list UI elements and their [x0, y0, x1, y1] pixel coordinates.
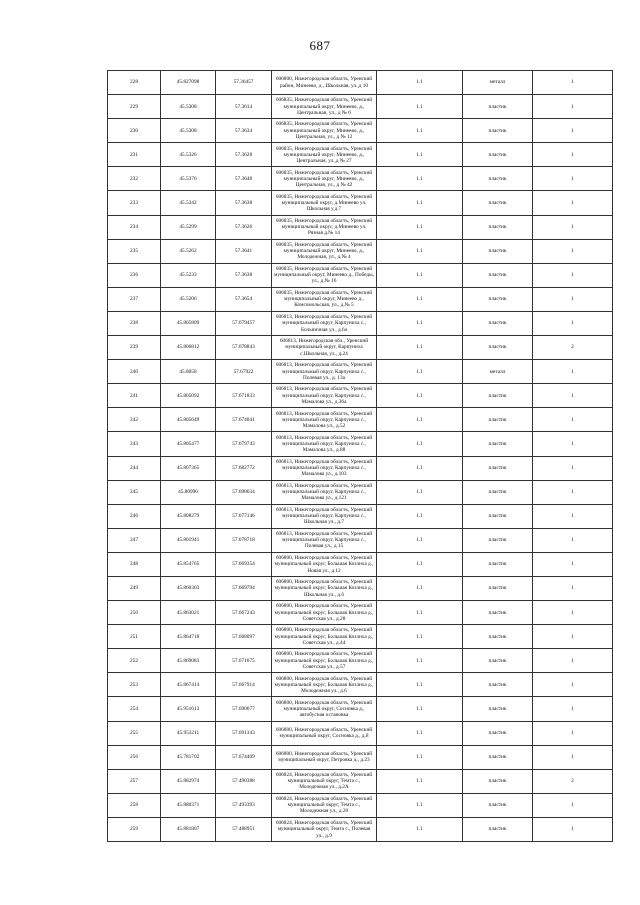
latitude-cell: 45.805649 — [161, 408, 216, 432]
material-cell: пластик — [463, 552, 533, 576]
latitude-cell: 45.808279 — [161, 504, 216, 528]
latitude-cell: 45.869083 — [161, 649, 216, 673]
material-cell: пластик — [463, 191, 533, 215]
table-row — [108, 793, 613, 817]
area-cell: 1.1 — [377, 601, 463, 625]
table-row — [108, 625, 613, 649]
longitude-cell: 57.678843 — [216, 336, 272, 360]
container-count-cell: 2 — [533, 336, 613, 360]
latitude-cell: 45.806812 — [161, 336, 216, 360]
area-cell: 1.1 — [377, 95, 463, 119]
longitude-cell: 57.674041 — [216, 408, 272, 432]
row-number: 256 — [108, 745, 161, 769]
container-count-cell: 1 — [533, 432, 613, 456]
area-cell: 1.1 — [377, 793, 463, 817]
address-cell: 606824, Нижегородская область, Уренский муниципальный округ, Темта с., Молодежная ул., д.2А — [272, 769, 377, 793]
area-cell: 1.1 — [377, 311, 463, 335]
container-count-cell: 1 — [533, 191, 613, 215]
row-number: 230 — [108, 119, 161, 143]
address-cell: 606813, Нижегородская область, Уренский муниципальный округ, Карпуниха с., Полевая ул., д. 13а — [272, 360, 377, 384]
area-cell: 1.1 — [377, 71, 463, 95]
container-count-cell: 1 — [533, 480, 613, 504]
row-number: 228 — [108, 71, 161, 95]
table-body — [108, 71, 613, 842]
area-cell: 1.1 — [377, 432, 463, 456]
address-cell: 606813, Нижегородская область, Уренский муниципальный округ, Карпуниха с., Мамалова ул., д.88 — [272, 432, 377, 456]
row-number: 246 — [108, 504, 161, 528]
address-cell: 606800, Нижегородская область, Уренский муниципальный округ, Большая Козлиха д., Школьная ул., д.6 — [272, 576, 377, 600]
latitude-cell: 45.953211 — [161, 721, 216, 745]
address-cell: 606835, Нижегородская область, Уренский муниципальный округ, Минеево д., Комсомольская, ул., д.№ 5 — [272, 287, 377, 311]
material-cell: пластик — [463, 504, 533, 528]
area-cell: 1.1 — [377, 167, 463, 191]
row-number: 258 — [108, 793, 161, 817]
longitude-cell: 57.493393 — [216, 793, 272, 817]
table-row — [108, 360, 613, 384]
row-number: 229 — [108, 95, 161, 119]
table-row — [108, 336, 613, 360]
address-cell: 606824, Нижегородская область, Уренский муниципальный округ, Темта с., Молодежная ул., д.20 — [272, 793, 377, 817]
material-cell: пластик — [463, 649, 533, 673]
area-cell: 1.1 — [377, 360, 463, 384]
latitude-cell: 45.827098 — [161, 71, 216, 95]
material-cell: пластик — [463, 793, 533, 817]
container-count-cell: 1 — [533, 384, 613, 408]
container-count-cell: 1 — [533, 215, 613, 239]
longitude-cell: 57.3626 — [216, 215, 272, 239]
latitude-cell: 45.5262 — [161, 239, 216, 263]
area-cell: 1.1 — [377, 408, 463, 432]
row-number: 237 — [108, 287, 161, 311]
area-cell: 1.1 — [377, 721, 463, 745]
address-cell: 606835, Нижегородская область, Уренский муниципальный округ, Минеево, д., Центральная, ул., д № 6 — [272, 95, 377, 119]
container-count-cell: 1 — [533, 576, 613, 600]
longitude-cell: 57.667914 — [216, 673, 272, 697]
area-cell: 1.1 — [377, 384, 463, 408]
address-cell: 606813, Нижегородская область, Уренский муниципальный округ, Карпуниха с., Мамалова ул., д.103 — [272, 456, 377, 480]
container-count-cell: 1 — [533, 287, 613, 311]
address-cell: 606813, Нижегородская область, Уренский муниципальный округ, Карпуниха с., Школьная ул., д.7 — [272, 504, 377, 528]
area-cell: 1.1 — [377, 287, 463, 311]
area-cell: 1.1 — [377, 191, 463, 215]
longitude-cell: 57.488951 — [216, 817, 272, 841]
latitude-cell: 45.805809 — [161, 311, 216, 335]
container-count-cell: 1 — [533, 143, 613, 167]
row-number: 253 — [108, 673, 161, 697]
area-cell: 1.1 — [377, 817, 463, 841]
material-cell: пластик — [463, 697, 533, 721]
material-cell: пластик — [463, 432, 533, 456]
latitude-cell: 45.5308 — [161, 119, 216, 143]
area-cell: 1.1 — [377, 625, 463, 649]
table-row — [108, 432, 613, 456]
longitude-cell: 57.698634 — [216, 480, 272, 504]
area-cell: 1.1 — [377, 480, 463, 504]
row-number: 239 — [108, 336, 161, 360]
address-cell: 606813, Нижегородская область, Уренский муниципальный округ, Карпуниха с., Больничная ул., д.6а — [272, 311, 377, 335]
material-cell: пластик — [463, 528, 533, 552]
address-cell: 606835, Нижегородская область, Уренский муниципальный округ, д.Минеево ул. Школьная у.д.7 — [272, 191, 377, 215]
container-count-cell: 1 — [533, 504, 613, 528]
latitude-cell: 45.5233 — [161, 263, 216, 287]
address-cell: 606800, Нижегородская область, Уренский муниципальный округ, Сосновка д., д.8 — [272, 721, 377, 745]
area-cell: 1.1 — [377, 745, 463, 769]
latitude-cell: 45.882974 — [161, 769, 216, 793]
row-number: 233 — [108, 191, 161, 215]
row-number: 240 — [108, 360, 161, 384]
address-cell: 606800, Нижегородская область, Уренский муниципальный округ, Большая Козлиха д., Новая ул., д.12 — [272, 552, 377, 576]
area-cell: 1.1 — [377, 456, 463, 480]
material-cell: пластик — [463, 721, 533, 745]
table-row — [108, 817, 613, 841]
row-number: 257 — [108, 769, 161, 793]
material-cell: пластик — [463, 601, 533, 625]
row-number: 245 — [108, 480, 161, 504]
longitude-cell: 57.490388 — [216, 769, 272, 793]
longitude-cell: 57.682772 — [216, 456, 272, 480]
material-cell: пластик — [463, 673, 533, 697]
address-cell: 606835, Нижегородская область, Уренский муниципальный округ, Минеево д., Победы, ул., д.№ 16 — [272, 263, 377, 287]
longitude-cell: 57.691343 — [216, 721, 272, 745]
row-number: 251 — [108, 625, 161, 649]
address-cell: 606800, Нижегородская область, Уренский муниципальный округ, Петровка д., д.23 — [272, 745, 377, 769]
area-cell: 1.1 — [377, 119, 463, 143]
container-count-cell: 1 — [533, 697, 613, 721]
row-number: 255 — [108, 721, 161, 745]
longitude-cell: 57.668097 — [216, 625, 272, 649]
table-row — [108, 456, 613, 480]
table-row — [108, 311, 613, 335]
container-count-cell: 1 — [533, 528, 613, 552]
container-count-cell: 1 — [533, 601, 613, 625]
area-cell: 1.1 — [377, 552, 463, 576]
container-count-cell: 1 — [533, 360, 613, 384]
container-count-cell: 1 — [533, 263, 613, 287]
area-cell: 1.1 — [377, 143, 463, 167]
material-cell: пластик — [463, 143, 533, 167]
latitude-cell: 45.80996 — [161, 480, 216, 504]
area-cell: 1.1 — [377, 336, 463, 360]
area-cell: 1.1 — [377, 649, 463, 673]
container-count-cell: 1 — [533, 239, 613, 263]
area-cell: 1.1 — [377, 239, 463, 263]
container-count-cell: 1 — [533, 817, 613, 841]
latitude-cell: 45.5299 — [161, 215, 216, 239]
container-count-cell: 2 — [533, 769, 613, 793]
longitude-cell: 57.67922 — [216, 360, 272, 384]
latitude-cell: 45.880371 — [161, 793, 216, 817]
material-cell: пластик — [463, 625, 533, 649]
longitude-cell: 57.679743 — [216, 432, 272, 456]
table-row — [108, 143, 613, 167]
longitude-cell: 57.674409 — [216, 745, 272, 769]
material-cell: пластик — [463, 215, 533, 239]
container-count-cell: 1 — [533, 625, 613, 649]
material-cell: пластик — [463, 456, 533, 480]
material-cell: пластик — [463, 167, 533, 191]
container-count-cell: 1 — [533, 745, 613, 769]
table-row — [108, 71, 613, 95]
longitude-cell: 57.3648 — [216, 167, 272, 191]
latitude-cell: 45.5376 — [161, 167, 216, 191]
address-cell: 606813, Нижегородская область, Уренский муниципальный округ, Карпуниха с., Мамалова ул., д.36а — [272, 384, 377, 408]
container-count-cell: 1 — [533, 552, 613, 576]
row-number: 247 — [108, 528, 161, 552]
latitude-cell: 45.854765 — [161, 552, 216, 576]
table-row — [108, 528, 613, 552]
latitude-cell: 45.807365 — [161, 456, 216, 480]
table-row — [108, 263, 613, 287]
material-cell: пластик — [463, 311, 533, 335]
longitude-cell: 57.3634 — [216, 119, 272, 143]
row-number: 234 — [108, 215, 161, 239]
container-count-cell: 1 — [533, 408, 613, 432]
address-cell: 606835, Нижегородская область, Уренский муниципальный округ, Минеево, д., Центральная, ул., д № 42 — [272, 167, 377, 191]
container-count-cell: 1 — [533, 71, 613, 95]
longitude-cell: 57.671833 — [216, 384, 272, 408]
row-number: 244 — [108, 456, 161, 480]
row-number: 241 — [108, 384, 161, 408]
material-cell: пластик — [463, 769, 533, 793]
address-cell: 606835, Нижегородская область, Уренский муниципальный округ, д.Минеево ул. Рязная д.№ 14 — [272, 215, 377, 239]
longitude-cell: 57.678718 — [216, 528, 272, 552]
longitude-cell: 57.690677 — [216, 697, 272, 721]
table-row — [108, 167, 613, 191]
material-cell: пластик — [463, 119, 533, 143]
table-row — [108, 119, 613, 143]
longitude-cell: 57.667243 — [216, 601, 272, 625]
row-number: 249 — [108, 576, 161, 600]
longitude-cell: 57.3654 — [216, 287, 272, 311]
container-count-cell: 1 — [533, 721, 613, 745]
material-cell: пластик — [463, 480, 533, 504]
latitude-cell: 45.801941 — [161, 528, 216, 552]
row-number: 248 — [108, 552, 161, 576]
row-number: 254 — [108, 697, 161, 721]
latitude-cell: 45.5342 — [161, 191, 216, 215]
latitude-cell: 45.951613 — [161, 697, 216, 721]
row-number: 243 — [108, 432, 161, 456]
row-number: 250 — [108, 601, 161, 625]
material-cell: пластик — [463, 817, 533, 841]
table-row — [108, 745, 613, 769]
longitude-cell: 57.36457 — [216, 71, 272, 95]
material-cell: пластик — [463, 384, 533, 408]
table-row — [108, 95, 613, 119]
table-row — [108, 287, 613, 311]
latitude-cell: 45.864718 — [161, 625, 216, 649]
table-row — [108, 576, 613, 600]
container-count-cell: 1 — [533, 167, 613, 191]
row-number: 232 — [108, 167, 161, 191]
container-count-cell: 1 — [533, 456, 613, 480]
longitude-cell: 57.677146 — [216, 504, 272, 528]
longitude-cell: 57.671675 — [216, 649, 272, 673]
address-cell: 606813, Нижегородская область, Уренский муниципальный округ, Карпуниха с., Полевая ул., д.15 — [272, 528, 377, 552]
table-row — [108, 480, 613, 504]
address-cell: 606813, Нижегородская область, Уренский муниципальный округ, Карпуниха с., Мамалова ул., д.121 — [272, 480, 377, 504]
address-cell: 606800, Нижегородская область, Уренский муниципальный округ, Большая Козлиха д., Советская ул., д.28 — [272, 601, 377, 625]
table-row — [108, 552, 613, 576]
container-count-cell: 1 — [533, 649, 613, 673]
address-cell: 606824, Нижегородская область, Уренский муниципальный округ, Темта с., Полевая ул., д.9 — [272, 817, 377, 841]
container-count-cell: 1 — [533, 793, 613, 817]
table-row — [108, 649, 613, 673]
row-number: 235 — [108, 239, 161, 263]
container-count-cell: 1 — [533, 95, 613, 119]
material-cell: пластик — [463, 336, 533, 360]
latitude-cell: 45.881807 — [161, 817, 216, 841]
container-sites-table — [107, 70, 613, 842]
longitude-cell: 57.679457 — [216, 311, 272, 335]
latitude-cell: 45.5206 — [161, 287, 216, 311]
area-cell: 1.1 — [377, 504, 463, 528]
area-cell: 1.1 — [377, 528, 463, 552]
address-cell: 606800, Нижегородская область, Уренский муниципальный округ, Сосновка д., автобусная остановка — [272, 697, 377, 721]
row-number: 252 — [108, 649, 161, 673]
table-row — [108, 239, 613, 263]
page-number: 687 — [309, 38, 331, 53]
area-cell: 1.1 — [377, 673, 463, 697]
table-row — [108, 215, 613, 239]
container-count-cell: 1 — [533, 311, 613, 335]
longitude-cell: 57.3638 — [216, 263, 272, 287]
latitude-cell: 45.863021 — [161, 601, 216, 625]
area-cell: 1.1 — [377, 769, 463, 793]
longitude-cell: 57.3628 — [216, 143, 272, 167]
table-row — [108, 721, 613, 745]
latitude-cell: 45.805477 — [161, 432, 216, 456]
longitude-cell: 57.3638 — [216, 191, 272, 215]
material-cell: пластик — [463, 287, 533, 311]
address-cell: 606800, Нижегородская область, Уренский муниципальный округ, Большая Козлиха д., Советская ул., д.57 — [272, 649, 377, 673]
table-row — [108, 408, 613, 432]
address-cell: 606835, Нижегородская область, Уренский муниципальный округ, Минеево, д., Молодежная, ул., д.№ 4 — [272, 239, 377, 263]
material-cell: пластик — [463, 239, 533, 263]
table-row — [108, 191, 613, 215]
latitude-cell: 45.781702 — [161, 745, 216, 769]
material-cell: металл — [463, 360, 533, 384]
address-cell: 606835, Нижегородская область, Уренский муниципальный округ, Минеево, д., Центральная, ул.,д № 27 — [272, 143, 377, 167]
address-cell: 606813, Нижегородская область, Уренский муниципальный округ, Карпуниха с., Мамалова ул., д.52 — [272, 408, 377, 432]
longitude-cell: 57.3614 — [216, 95, 272, 119]
latitude-cell: 45.8058 — [161, 360, 216, 384]
table-row — [108, 504, 613, 528]
latitude-cell: 45.805092 — [161, 384, 216, 408]
address-cell: 606800, Нижегородская область, Уренский муниципальный округ, Большая Козлиха д., Молодежная ул., д.6 — [272, 673, 377, 697]
row-number: 238 — [108, 311, 161, 335]
container-count-cell: 1 — [533, 673, 613, 697]
area-cell: 1.1 — [377, 576, 463, 600]
area-cell: 1.1 — [377, 263, 463, 287]
table-row — [108, 384, 613, 408]
material-cell: пластик — [463, 95, 533, 119]
row-number: 242 — [108, 408, 161, 432]
row-number: 236 — [108, 263, 161, 287]
latitude-cell: 45.860303 — [161, 576, 216, 600]
latitude-cell: 45.867414 — [161, 673, 216, 697]
row-number: 231 — [108, 143, 161, 167]
longitude-cell: 57.3641 — [216, 239, 272, 263]
table-row — [108, 673, 613, 697]
table-row — [108, 601, 613, 625]
address-cell: 606800, Нижегородская область, Уренский район, Минеево, д., Школьная, ул.,д 10 — [272, 71, 377, 95]
table-row — [108, 769, 613, 793]
area-cell: 1.1 — [377, 697, 463, 721]
longitude-cell: 57.669794 — [216, 576, 272, 600]
address-cell: 606835, Нижегородская область, Уренский муниципальный округ, Минеево, д., Центральная, ул., д № 12 — [272, 119, 377, 143]
table-row — [108, 697, 613, 721]
material-cell: пластик — [463, 745, 533, 769]
address-cell: 606813, Нижегородская обл., Уренский муниципальный округ, Карпуниха с.Школьная, ул., д.24 — [272, 336, 377, 360]
longitude-cell: 57.669354 — [216, 552, 272, 576]
area-cell: 1.1 — [377, 215, 463, 239]
latitude-cell: 45.5308 — [161, 95, 216, 119]
container-count-cell: 1 — [533, 119, 613, 143]
material-cell: пластик — [463, 263, 533, 287]
material-cell: металл — [463, 71, 533, 95]
material-cell: пластик — [463, 408, 533, 432]
latitude-cell: 45.5326 — [161, 143, 216, 167]
address-cell: 606800, Нижегородская область, Уренский муниципальный округ, Большая Козлиха д., Советская ул., д.44 — [272, 625, 377, 649]
row-number: 259 — [108, 817, 161, 841]
material-cell: пластик — [463, 576, 533, 600]
